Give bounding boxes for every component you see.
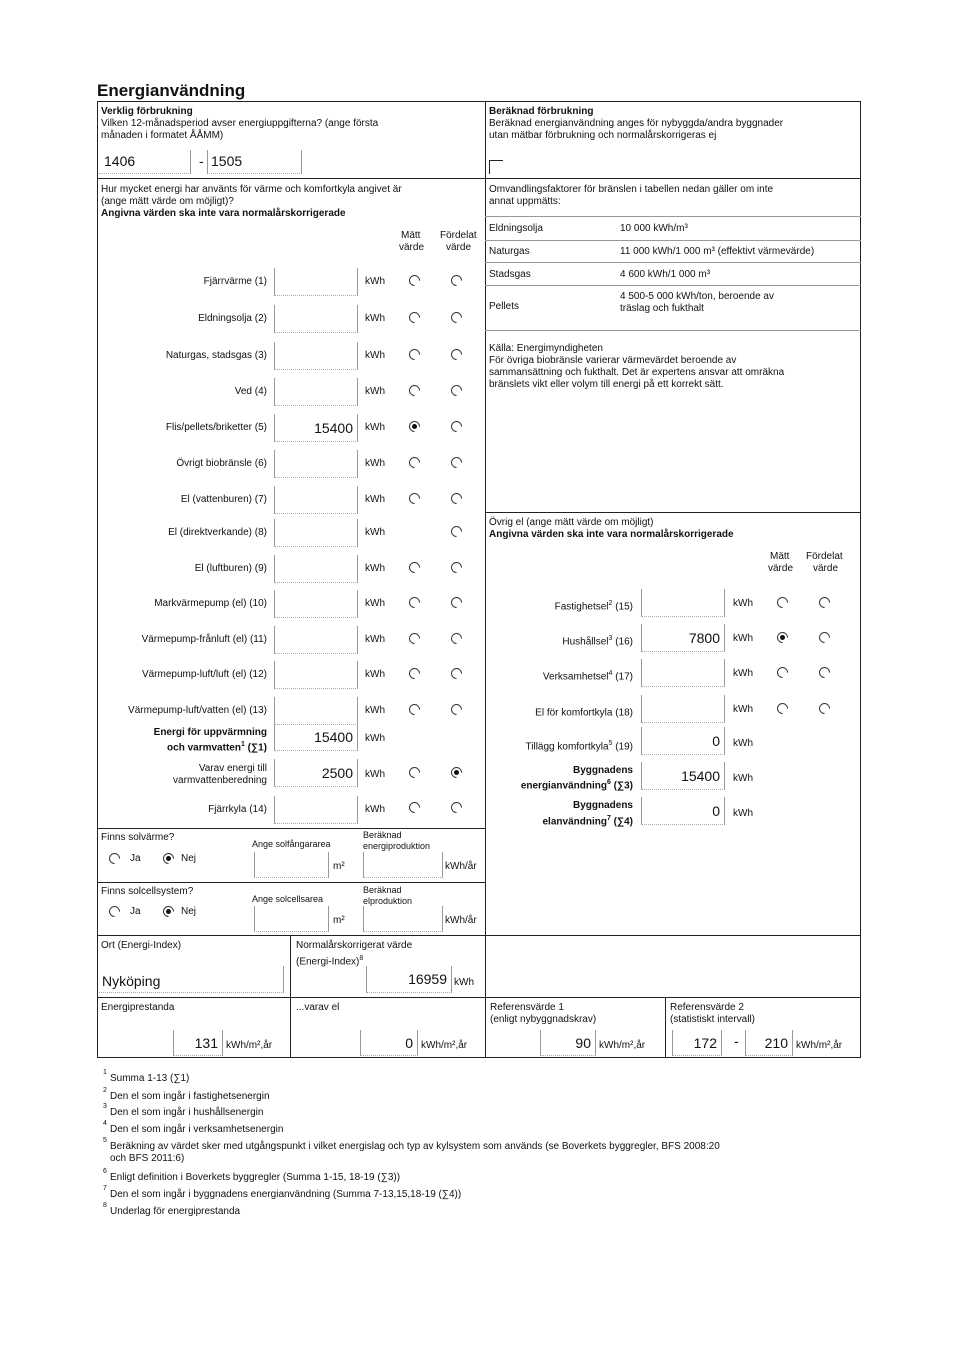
other-row-value: 7800	[688, 630, 720, 646]
row-value-field[interactable]	[274, 342, 358, 370]
solar-heat-no-label: Nej	[181, 853, 197, 864]
ref2-label-cont: (statistiskt intervall)	[670, 1014, 756, 1025]
row-label: Flis/pellets/briketter (5)	[165, 422, 267, 433]
row-label: Värmepump-luft/vatten (el) (13)	[128, 705, 267, 716]
column-divider	[665, 997, 666, 1058]
row-unit: kWh	[365, 563, 385, 574]
other-row-field[interactable]	[641, 589, 725, 617]
row-label: Värmepump-luft/luft (el) (12)	[141, 669, 267, 680]
energy-note: Angivna värden ska inte vara normalårskorrigerade	[101, 208, 346, 219]
other-row-unit: kWh	[733, 598, 753, 609]
factor-fuel: Pellets	[489, 301, 520, 312]
ref1-field: 90	[540, 1030, 596, 1056]
source-note-cont: sammansättning och fukthalt. Det är expertens ansvar att omräkna	[489, 367, 785, 378]
other-row-label	[500, 704, 633, 718]
row-unit: kWh	[365, 458, 385, 469]
other-row-unit: kWh	[733, 633, 753, 644]
pv-calc-field[interactable]	[363, 906, 443, 932]
divider	[97, 997, 861, 998]
other-row-label	[500, 598, 633, 612]
period-separator: -	[199, 153, 204, 169]
footnote-text: Underlag för energiprestanda	[110, 1206, 241, 1217]
col-distributed: Fördelat	[440, 230, 477, 241]
row-unit: kWh	[365, 705, 385, 716]
other-row-name: Fastighetsel	[554, 601, 609, 613]
row-unit: kWh	[365, 494, 385, 505]
row-label: El (direktverkande) (8)	[168, 527, 267, 538]
solar-heat-question: Finns solvärme?	[101, 832, 175, 843]
row-value-field[interactable]	[274, 450, 358, 478]
pv-calc-unit: kWh/år	[445, 915, 477, 926]
other-col-measured-2: värde	[768, 563, 794, 574]
solar-calc-unit: kWh/år	[445, 861, 477, 872]
other-row-num: (18)	[615, 707, 633, 719]
ref2-separator: -	[734, 1033, 739, 1049]
calc-checkbox[interactable]	[489, 160, 503, 174]
row-value-field[interactable]	[274, 555, 358, 583]
hotwater-label: Varav energi till	[198, 763, 267, 774]
other-row-name: El för komfortkyla	[535, 707, 613, 719]
other-row-unit: kWh	[733, 704, 753, 715]
row-unit: kWh	[365, 276, 385, 287]
row-value-field[interactable]	[274, 486, 358, 514]
divider	[97, 178, 861, 179]
performance-label: Energiprestanda	[101, 1002, 175, 1013]
other-row-num: (17)	[615, 671, 633, 683]
addon-field[interactable]: 0	[641, 727, 725, 755]
footnote-number: 3	[103, 1103, 107, 1110]
column-divider	[485, 997, 486, 1058]
performance-field[interactable]: 131	[173, 1030, 223, 1056]
electric-field[interactable]: 0	[360, 1030, 418, 1056]
other-row-sup: 4	[608, 670, 613, 677]
bldg-el-field[interactable]: 0	[641, 797, 725, 825]
norm-unit: kWh	[454, 977, 474, 988]
source-note-cont: bränslets vikt eller volym till energi på ett korrekt sätt.	[489, 379, 724, 390]
period-question: Vilken 12-månadsperiod avser energiuppgifterna? (ange första	[101, 118, 379, 129]
row-value-field[interactable]	[274, 590, 358, 618]
performance-unit: kWh/m²,år	[226, 1040, 273, 1051]
divider	[485, 285, 861, 286]
row-label: Ved (4)	[234, 386, 267, 397]
solar-area-label: Ange solfångararea	[252, 839, 331, 849]
bldg-energy-field[interactable]: 15400	[641, 762, 725, 790]
pv-yes-label: Ja	[130, 906, 141, 917]
pv-no-label: Nej	[181, 906, 197, 917]
bldg-el-label: Byggnadens	[572, 800, 633, 811]
row-value-field[interactable]	[274, 378, 358, 406]
source: Källa: Energimyndigheten	[489, 343, 603, 354]
other-row-field[interactable]	[641, 659, 725, 687]
divider	[97, 935, 861, 936]
calc-text-cont: utan mätbar förbrukning och normalårskorrigeras ej	[489, 130, 717, 141]
energy-question: Hur mycket energi har använts för värme och komfortkyla angivet är	[101, 184, 402, 195]
row-unit: kWh	[365, 422, 385, 433]
solar-heat-yes-label: Ja	[130, 853, 141, 864]
period-from-value: 1406	[104, 153, 136, 169]
row-label: Naturgas, stadsgas (3)	[165, 350, 267, 361]
divider	[485, 240, 861, 241]
divider	[97, 882, 485, 883]
factors-intro-cont: annat uppmätts:	[489, 196, 561, 207]
pv-question: Finns solcellsystem?	[101, 886, 194, 897]
divider	[485, 262, 861, 263]
energy-question-cont: (ange mätt värde om möjligt)?	[101, 196, 234, 207]
sum1-field[interactable]: 15400	[274, 723, 358, 751]
footnote-number: 5	[103, 1137, 107, 1144]
row-value-field[interactable]	[274, 414, 358, 442]
divider	[485, 216, 861, 217]
norm-label: Normalårskorrigerat värde	[296, 940, 413, 951]
bldg-energy-label: Byggnadens	[572, 765, 633, 776]
bldg-energy-label-cont: energianvändning$^6$ (∑3)	[520, 779, 633, 792]
sum1-label-cont: och varmvatten$^1$ (∑1)	[167, 741, 267, 754]
solar-area-unit: m²	[333, 861, 345, 872]
addon-unit: kWh	[733, 738, 753, 749]
factor-fuel: Stadsgas	[489, 269, 531, 280]
factor-value: 10 000 kWh/m³	[620, 223, 688, 234]
footnote-number: 6	[103, 1168, 107, 1175]
row-label: Eldningsolja (2)	[198, 313, 267, 324]
other-row-label	[500, 633, 633, 647]
row-value-field[interactable]	[274, 626, 358, 654]
form-frame	[97, 101, 861, 1058]
footnote-number: 8	[103, 1202, 107, 1209]
footnote-text: Summa 1-13 (∑1)	[110, 1073, 190, 1084]
place-value: Nyköping	[102, 973, 161, 989]
footnote-number: 1	[103, 1069, 107, 1076]
solar-calc-label: Beräknad	[363, 830, 402, 840]
divider	[485, 512, 861, 513]
electric-unit: kWh/m²,år	[421, 1040, 468, 1051]
hotwater-label-cont: varmvattenberedning	[173, 775, 267, 786]
factor-value: 4 500-5 000 kWh/ton, beroende av	[620, 291, 774, 302]
footnote-text: Den el som ingår i byggnadens energianvändning (Summa 7-13,15,18-19 (∑4))	[110, 1189, 462, 1200]
ref2-unit: kWh/m²,år	[796, 1040, 843, 1051]
other-el-heading: Övrig el (ange mätt värde om möjligt)	[489, 517, 654, 528]
norm-label-cont: (Energi-Index)$^8$	[296, 955, 364, 968]
row-label: El (vattenburen) (7)	[180, 494, 267, 505]
districtcool-label: Fjärrkyla (14)	[208, 804, 267, 815]
source-note: För övriga biobränsle varierar värmevärdet beroende av	[489, 355, 737, 366]
ref2-low-field: 172	[672, 1030, 722, 1056]
col-measured: Mätt	[401, 230, 421, 241]
footnote-text: Enligt definition i Boverkets byggregler (Summa 1-15, 18-19 (∑3))	[110, 1172, 401, 1183]
factor-value-cont: träslag och fukthalt	[620, 303, 704, 314]
place-label: Ort (Energi-Index)	[101, 940, 182, 951]
footnote-text: Den el som ingår i verksamhetsenergin	[110, 1124, 284, 1135]
divider	[485, 330, 861, 331]
other-row-field[interactable]	[641, 624, 725, 652]
pv-calc-label-cont: elproduktion	[363, 896, 413, 906]
row-label: Markvärmepump (el) (10)	[154, 598, 267, 609]
sum1-label: Energi för uppvärmning	[153, 727, 267, 738]
factor-value: 11 000 kWh/1 000 m³ (effektivt värmevärde)	[620, 246, 815, 257]
page-title: Energianvändning	[97, 81, 246, 100]
row-unit: kWh	[365, 386, 385, 397]
other-row-name: Verksamhetsel	[542, 671, 609, 683]
pv-area-unit: m²	[333, 915, 345, 926]
sum1-unit: kWh	[365, 733, 385, 744]
calc-text: Beräknad energianvändning anges för nybyggda/andra byggnader	[489, 118, 784, 129]
norm-field[interactable]: 16959	[366, 966, 452, 993]
addon-label: Tillägg komfortkyla$^5$ (19)	[525, 740, 633, 753]
ref2-label: Referensvärde 2	[670, 1002, 744, 1013]
other-row-num: (16)	[615, 636, 633, 648]
row-label: Fjärrvärme (1)	[203, 276, 267, 287]
period-question-cont: månaden i formatet ÅÅMM)	[101, 130, 224, 141]
footnote-number: 4	[103, 1120, 107, 1127]
footnote-text-cont: och BFS 2011:6)	[110, 1153, 185, 1164]
row-label: El (luftburen) (9)	[194, 563, 267, 574]
row-label: Värmepump-frånluft (el) (11)	[141, 634, 267, 645]
bldg-el-label-cont: elanvändning$^7$ (∑4)	[542, 815, 633, 828]
row-unit: kWh	[365, 527, 385, 538]
row-value: 15400	[314, 420, 353, 436]
solar-calc-label-cont: energiproduktion	[363, 841, 431, 851]
other-col-distributed: Fördelat	[806, 551, 843, 562]
col-distributed-2: värde	[446, 242, 472, 253]
factor-value: 4 600 kWh/1 000 m³	[620, 269, 711, 280]
other-row-num: (15)	[615, 601, 633, 613]
pv-calc-label: Beräknad	[363, 885, 402, 895]
ref2-high-field: 210	[745, 1030, 793, 1056]
solar-calc-field[interactable]	[363, 852, 443, 878]
calc-heading: Beräknad förbrukning	[489, 106, 594, 117]
electric-label: ...varav el	[296, 1002, 340, 1013]
row-value-field[interactable]	[274, 268, 358, 296]
footnote-text: Den el som ingår i fastighetsenergin	[110, 1091, 270, 1102]
row-value-field[interactable]	[274, 305, 358, 333]
other-row-name: Hushållsel	[562, 636, 609, 648]
other-el-note: Angivna värden ska inte vara normalårskorrigerade	[489, 529, 734, 540]
other-col-measured: Mätt	[770, 551, 790, 562]
bldg-el-unit: kWh	[733, 808, 753, 819]
solar-area-field[interactable]	[254, 852, 329, 878]
pv-area-field[interactable]	[254, 906, 329, 932]
ref1-label: Referensvärde 1	[490, 1002, 564, 1013]
row-unit: kWh	[365, 598, 385, 609]
hotwater-field[interactable]: 2500	[274, 759, 358, 787]
row-unit: kWh	[365, 313, 385, 324]
factor-fuel: Naturgas	[489, 246, 530, 257]
row-value-field[interactable]	[274, 661, 358, 689]
column-divider	[485, 101, 486, 1005]
actual-heading: Verklig förbrukning	[101, 106, 193, 117]
other-row-sup: 3	[608, 635, 613, 642]
other-row-label	[500, 668, 633, 682]
factors-intro: Omvandlingsfaktorer för bränslen i tabellen nedan gäller om inte	[489, 184, 774, 195]
districtcool-field[interactable]	[274, 796, 358, 824]
divider	[97, 828, 485, 829]
row-value-field[interactable]	[274, 519, 358, 547]
row-unit: kWh	[365, 350, 385, 361]
row-value-field[interactable]	[274, 697, 358, 725]
row-label: Övrigt biobränsle (6)	[176, 458, 267, 469]
footnote-text: Beräkning av värdet sker med utgångspunkt i vilket energislag och typ av kylsystem som används (se Boverkets byggregler, BFS 2008:20	[110, 1141, 720, 1152]
bldg-energy-unit: kWh	[733, 773, 753, 784]
footnote-number: 2	[103, 1087, 107, 1094]
col-measured-2: värde	[399, 242, 425, 253]
footnote-text: Den el som ingår i hushållsenergin	[110, 1107, 264, 1118]
ref1-label-cont: (enligt nybyggnadskrav)	[490, 1014, 597, 1025]
footnote-number: 7	[103, 1185, 107, 1192]
districtcool-unit: kWh	[365, 804, 385, 815]
other-col-distributed-2: värde	[813, 563, 839, 574]
factor-fuel: Eldningsolja	[489, 223, 543, 234]
other-row-sup: 2	[608, 600, 613, 607]
hotwater-unit: kWh	[365, 769, 385, 780]
row-unit: kWh	[365, 634, 385, 645]
other-row-field[interactable]	[641, 695, 725, 723]
period-to-value: 1505	[211, 153, 243, 169]
ref1-unit: kWh/m²,år	[599, 1040, 646, 1051]
row-unit: kWh	[365, 669, 385, 680]
other-row-unit: kWh	[733, 668, 753, 679]
pv-area-label: Ange solcellsarea	[252, 894, 324, 904]
